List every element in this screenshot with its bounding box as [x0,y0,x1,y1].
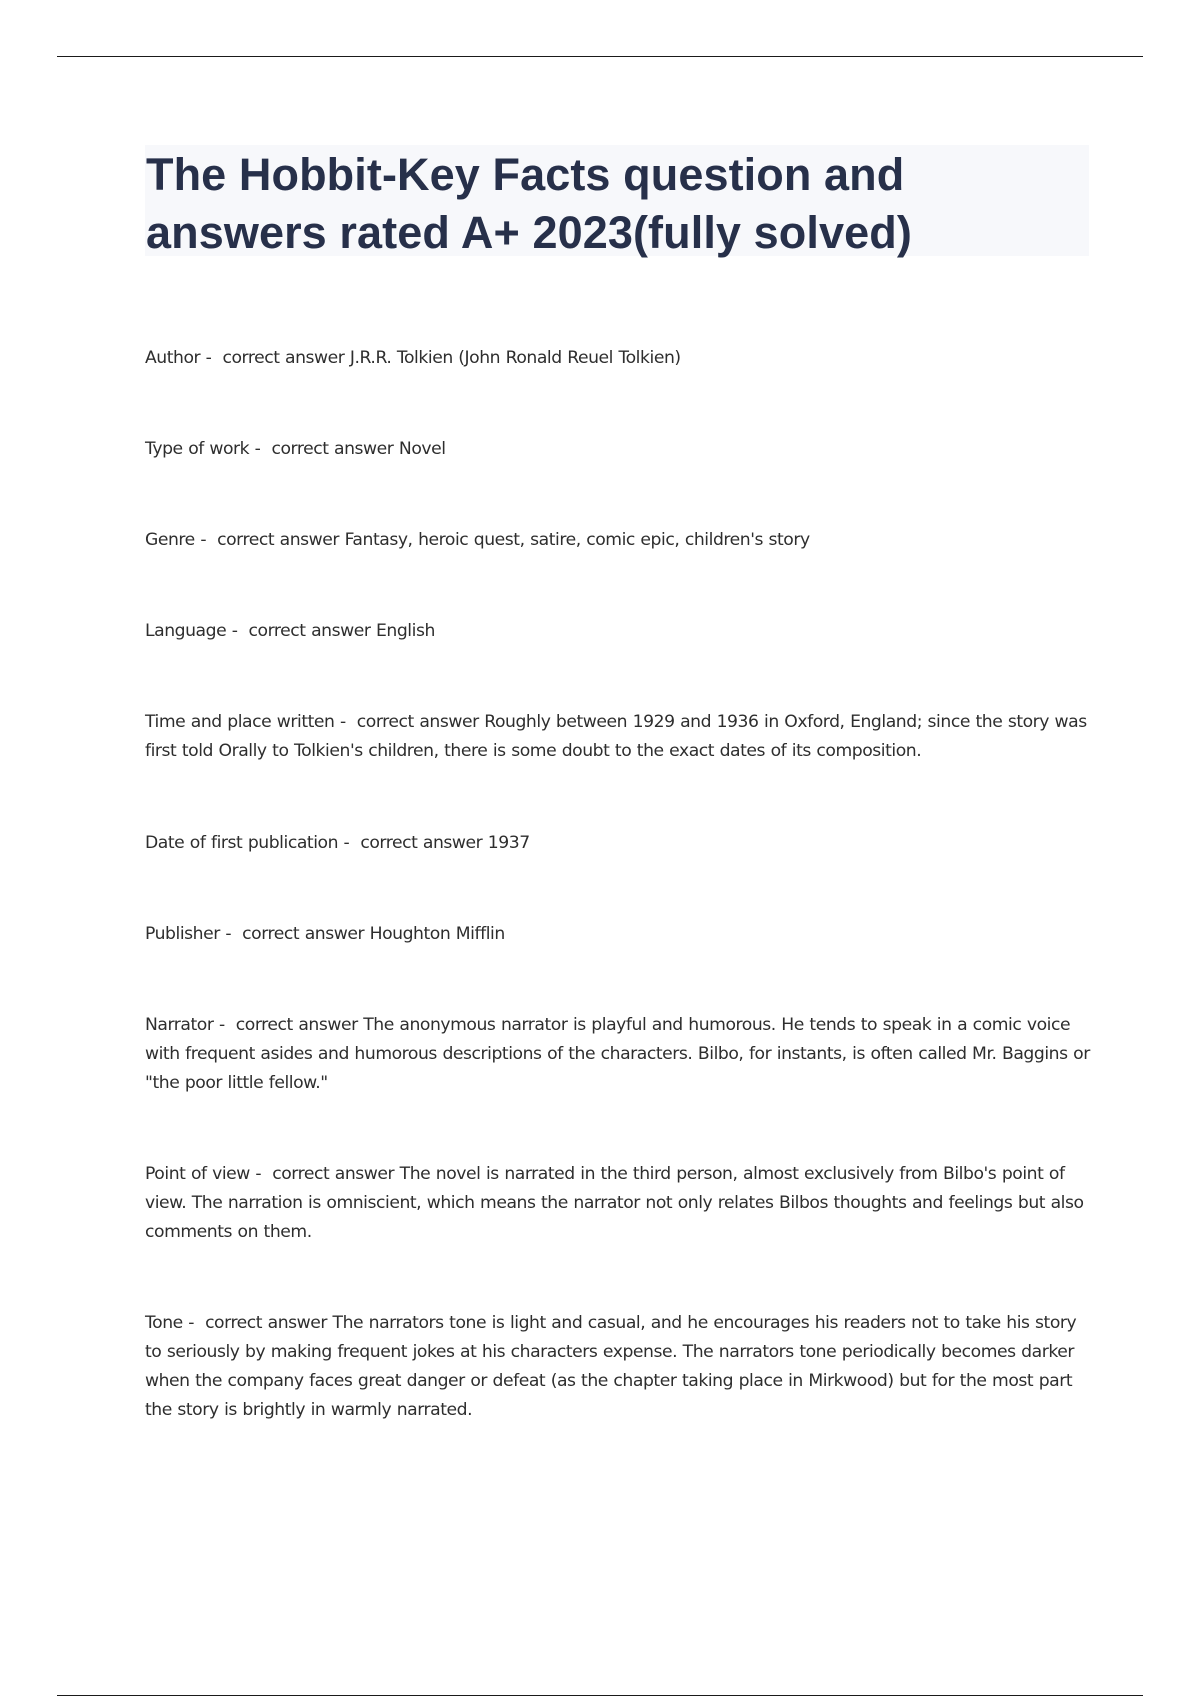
qa-item: Point of view - correct answer The novel is narrated in the third person, almost exclusively from Bilbo's point of view. The narration is omniscient, which means the narrator not only relates Bilbos thoughts and feelings but also comments on them. [145,1164,1084,1242]
answer-text: English [375,621,435,641]
answer-prefix: correct answer [205,1313,327,1333]
answer-prefix: correct answer [217,530,340,550]
question-text: Date of first publication [145,833,339,853]
answer-text: The novel is narrated in the third person, almost exclusively from Bilbo's point of view. The narration is omniscient, which means the narrator not only relates Bilbos thoughts and feelings but also comments on them. [145,1164,1084,1242]
title-block [145,145,1089,256]
answer-prefix: correct answer [272,1164,395,1184]
answer-prefix: correct answer [356,712,479,732]
answer-text: Roughly between 1929 and 1936 in Oxford, England; since the story was first told Orally to Tolkien's children, there is some doubt to the exact dates of its composition. [145,712,1087,761]
question-text: Publisher [145,924,220,944]
answer-prefix: correct answer [242,924,365,944]
qa-item: Tone - correct answer The narrators tone is light and casual, and he encourages his readers not to take his story to seriously by making frequent jokes at his characters expense. The narrators tone periodically becomes darker when the company faces great danger or defeat (as the chapter taking place in Mirkwood) but for the most part the story is brightly in warmly narrated. [145,1313,1077,1420]
answer-text: Fantasy, heroic quest, satire, comic epic, children's story [344,530,810,550]
answer-text: J.R.R. Tolkien (John Ronald Reuel Tolkien) [349,348,681,368]
qa-item: Type of work - correct answer Novel [145,439,446,459]
question-text: Narrator [145,1015,214,1035]
qa-item: Author - correct answer J.R.R. Tolkien (John Ronald Reuel Tolkien) [145,348,681,368]
bottom-rule [57,1695,1143,1696]
qa-item: Date of first publication - correct answer 1937 [145,833,530,853]
question-text: Point of view [145,1164,250,1184]
question-text: Author [145,348,201,368]
answer-prefix: correct answer [235,1015,358,1035]
qa-item: Narrator - correct answer The anonymous narrator is playful and humorous. He tends to speak in a comic voice with frequent asides and humorous descriptions of the characters. Bilbo, for instants, is often called Mr. Baggins or "the poor little fellow." [145,1015,1090,1093]
answer-text: Novel [398,439,446,459]
answer-text: 1937 [487,833,530,853]
question-text: Tone [145,1313,183,1333]
answer-prefix: correct answer [248,621,371,641]
question-text: Genre [145,530,195,550]
question-text: Type of work [145,439,250,459]
answer-prefix: correct answer [360,833,483,853]
answer-text: Houghton Mifflin [369,924,505,944]
qa-item: Time and place written - correct answer Roughly between 1929 and 1936 in Oxford, England; since the story was first told Orally to Tolkien's children, there is some doubt to the exact dates of its composition. [145,712,1087,761]
answer-prefix: correct answer [222,348,345,368]
question-text: Language [145,621,227,641]
top-rule [57,56,1143,57]
qa-item: Genre - correct answer Fantasy, heroic quest, satire, comic epic, children's story [145,530,810,550]
answer-text: The anonymous narrator is playful and humorous. He tends to speak in a comic voice with frequent asides and humorous descriptions of the characters. Bilbo, for instants, is often called Mr. Baggins or "the poor little fellow." [145,1015,1090,1093]
answer-text: The narrators tone is light and casual, and he encourages his readers not to take his story to seriously by making frequent jokes at his characters expense. The narrators tone periodically becomes darker when the company faces great danger or defeat (as the chapter taking place in Mirkwood) but for the most part the story is brightly in warmly narrated. [145,1313,1077,1420]
qa-item: Language - correct answer English [145,621,435,641]
question-text: Time and place written [145,712,335,732]
document-title: The Hobbit-Key Facts question and answers rated A+ 2023(fully solved) [146,149,912,258]
answer-prefix: correct answer [271,439,394,459]
qa-item: Publisher - correct answer Houghton Mifflin [145,924,505,944]
